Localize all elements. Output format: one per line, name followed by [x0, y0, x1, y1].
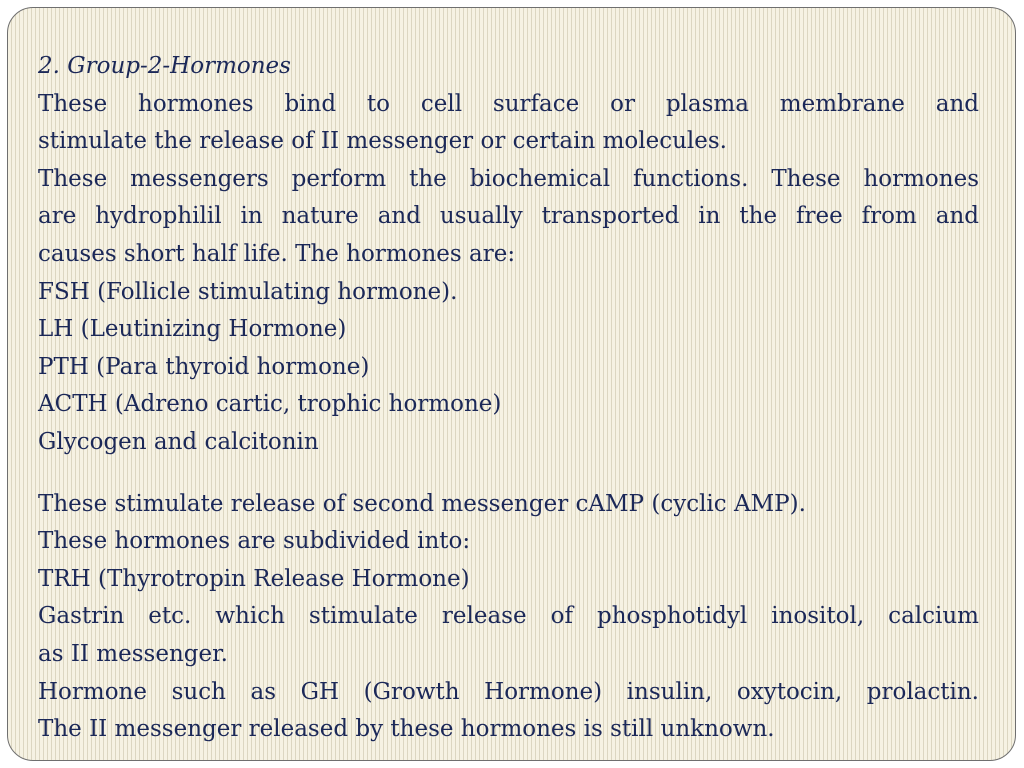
text-line: Gastrin etc. which stimulate release of phosphotidyl inositol, calcium [38, 603, 979, 630]
slide-content [38, 48, 979, 749]
text-line: Glycogen and calcitonin [38, 428, 319, 455]
paragraph-block-1 [38, 86, 979, 462]
text-line: These messengers perform the biochemical functions. These hormones [38, 165, 979, 192]
text-line: as II messenger. [38, 640, 228, 667]
text-line: These hormones are subdivided into: [38, 528, 471, 555]
text-line: are hydrophilil in nature and usually transported in the free from and [38, 203, 979, 230]
text-line: LH (Leutinizing Hormone) [38, 316, 347, 343]
text-line: Hormone such as GH (Growth Hormone) insulin, oxytocin, prolactin. [38, 678, 979, 705]
text-line: FSH (Follicle stimulating hormone). [38, 278, 458, 305]
text-line: These hormones bind to cell surface or plasma membrane and [38, 90, 979, 117]
text-line: PTH (Para thyroid hormone) [38, 353, 370, 380]
text-line: These stimulate release of second messenger cAMP (cyclic AMP). [38, 490, 806, 517]
text-line: TRH (Thyrotropin Release Hormone) [38, 565, 470, 592]
text-line: stimulate the release of II messenger or certain molecules. [38, 128, 727, 155]
text-line: ACTH (Adreno cartic, trophic hormone) [38, 391, 502, 418]
text-line: causes short half life. The hormones are: [38, 240, 516, 267]
slide-panel [7, 7, 1016, 761]
slide-heading: 2. Group-2-Hormones [38, 53, 291, 79]
text-line: The II messenger released by these hormones is still unknown. [38, 716, 775, 743]
paragraph-block-2 [38, 486, 979, 749]
block-spacer [38, 462, 979, 486]
